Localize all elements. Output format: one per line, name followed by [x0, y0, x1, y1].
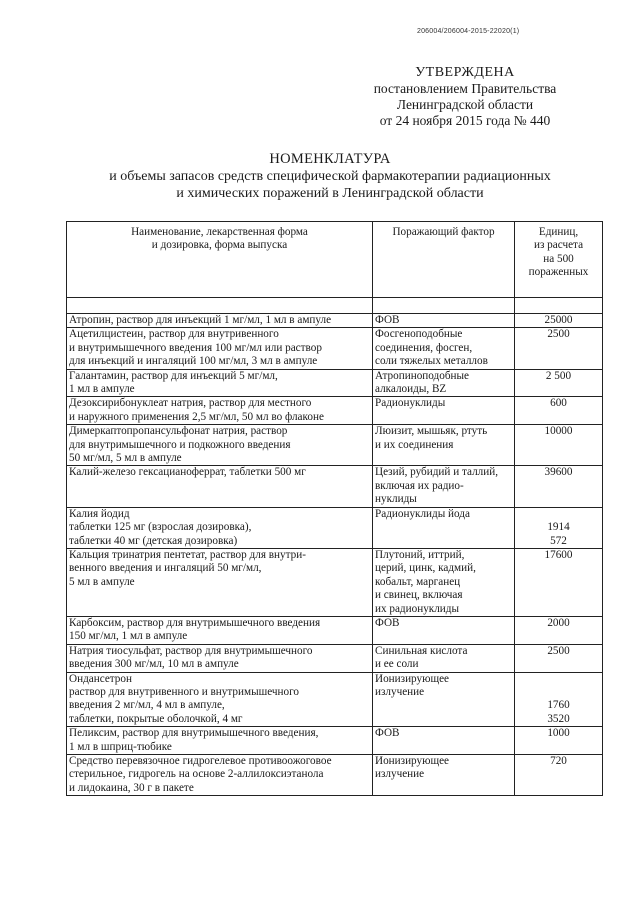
- cell-name: Дезоксирибонуклеат натрия, раствор для местного и наружного применения 2,5 мг/мл, 50 мл во флаконе: [67, 397, 373, 425]
- spacer-cell: [515, 298, 603, 314]
- document-subtitle-line-2: и химических поражений в Ленинградской области: [176, 186, 484, 201]
- table-row: [67, 425, 603, 466]
- cell-units: 39600: [515, 466, 603, 507]
- table-row: [67, 328, 603, 369]
- cell-name: Ондансетрон раствор для внутривенного и внутримышечного введения 2 мг/мл, 4 мл в ампуле, таблетки, покрытые оболочкой, 4 мг: [67, 672, 373, 727]
- cell-factor: Атропиноподобные алкалоиды, BZ: [373, 369, 515, 397]
- header-factor: Поражающий фактор: [373, 222, 515, 298]
- cell-units: 17600: [515, 548, 603, 616]
- table-row: [67, 369, 603, 397]
- cell-factor: Ионизирующее излучение: [373, 755, 515, 796]
- cell-units: 2500: [515, 644, 603, 672]
- table-row: [67, 548, 603, 616]
- table-row: [67, 314, 603, 328]
- cell-factor: Цезий, рубидий и таллий, включая их радио- нуклиды: [373, 466, 515, 507]
- cell-factor: Радионуклиды йода: [373, 507, 515, 548]
- table-row: [67, 644, 603, 672]
- cell-factor: Люизит, мышьяк, ртуть и их соединения: [373, 425, 515, 466]
- header-name: Наименование, лекарственная форма и дозировка, форма выпуска: [67, 222, 373, 298]
- cell-name: Димеркаптопропансульфонат натрия, раствор для внутримышечного и подкожного введения 50 мг/мл, 5 мл в ампуле: [67, 425, 373, 466]
- approval-line-1: постановлением Правительства: [373, 81, 557, 96]
- cell-name: Натрия тиосульфат, раствор для внутримышечного введения 300 мг/мл, 10 мл в ампуле: [67, 644, 373, 672]
- approval-block: [350, 65, 580, 129]
- table-row: [67, 466, 603, 507]
- header-units: Единиц, из расчета на 500 пораженных: [515, 222, 603, 298]
- cell-units: 2500: [515, 328, 603, 369]
- approval-line-3: от 24 ноября 2015 года № 440: [379, 113, 551, 128]
- cell-factor: Радионуклиды: [373, 397, 515, 425]
- cell-units: 1000: [515, 727, 603, 755]
- table-row: [67, 397, 603, 425]
- cell-units: 1914 572: [515, 507, 603, 548]
- cell-factor: ФОВ: [373, 727, 515, 755]
- cell-name: Средство перевязочное гидрогелевое противоожоговое стерильное, гидрогель на основе 2-аллилоксиэтанола и лидокаина, 30 г в пакете: [67, 755, 373, 796]
- cell-factor: ФОВ: [373, 616, 515, 644]
- cell-factor: Синильная кислота и ее соли: [373, 644, 515, 672]
- cell-name: Атропин, раствор для инъекций 1 мг/мл, 1 мл в ампуле: [67, 314, 373, 328]
- cell-name: Пеликсим, раствор для внутримышечного введения, 1 мл в шприц-тюбике: [67, 727, 373, 755]
- cell-name: Карбоксим, раствор для внутримышечного введения 150 мг/мл, 1 мл в ампуле: [67, 616, 373, 644]
- table-row: [67, 507, 603, 548]
- cell-factor: Фосгеноподобные соединения, фосген, соли тяжелых металлов: [373, 328, 515, 369]
- cell-name: Калия йодид таблетки 125 мг (взрослая дозировка), таблетки 40 мг (детская дозировка): [67, 507, 373, 548]
- cell-units: 2000: [515, 616, 603, 644]
- cell-name: Калий-железо гексацианоферрат, таблетки 500 мг: [67, 466, 373, 507]
- cell-name: Галантамин, раствор для инъекций 5 мг/мл, 1 мл в ампуле: [67, 369, 373, 397]
- document-title: НОМЕНКЛАТУРА: [269, 151, 391, 167]
- cell-units: 1760 3520: [515, 672, 603, 727]
- cell-units: 600: [515, 397, 603, 425]
- table-row: [67, 755, 603, 796]
- spacer-cell: [373, 298, 515, 314]
- document-id: 206004/206004-2015-22020(1): [417, 28, 520, 35]
- cell-name: Кальция тринатрия пентетат, раствор для внутри- венного введения и ингаляций 50 мг/мл, 5 мл в ампуле: [67, 548, 373, 616]
- approval-line-2: Ленинградской области: [396, 97, 534, 112]
- table-row: [67, 727, 603, 755]
- table-spacer-row: [67, 298, 603, 314]
- table-header-row: [67, 222, 603, 298]
- cell-factor: Ионизирующее излучение: [373, 672, 515, 727]
- document-title-block: [60, 151, 600, 202]
- nomenclature-table: [66, 221, 603, 796]
- cell-units: 25000: [515, 314, 603, 328]
- cell-units: 2 500: [515, 369, 603, 397]
- approval-title: УТВЕРЖДЕНА: [415, 65, 515, 80]
- cell-factor: ФОВ: [373, 314, 515, 328]
- cell-factor: Плутоний, иттрий, церий, цинк, кадмий, кобальт, марганец и свинец, включая их радионуклиды: [373, 548, 515, 616]
- document-subtitle-line-1: и объемы запасов средств специфической фармакотерапии радиационных: [109, 169, 551, 184]
- spacer-cell: [67, 298, 373, 314]
- cell-name: Ацетилцистеин, раствор для внутривенного и внутримышечного введения 100 мг/мл или раствор для инъекций и ингаляций 100 мг/мл, 3 мл в ампуле: [67, 328, 373, 369]
- cell-units: 10000: [515, 425, 603, 466]
- cell-units: 720: [515, 755, 603, 796]
- table-row: [67, 616, 603, 644]
- table-row: [67, 672, 603, 727]
